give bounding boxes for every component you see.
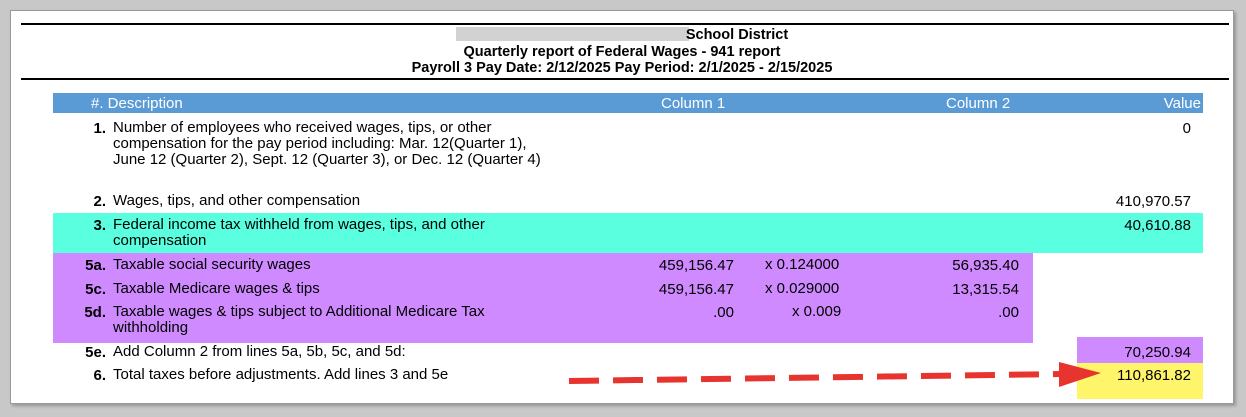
row5a-col2: 56,935.40 — [952, 257, 1019, 274]
row5e-number: 5e. — [85, 344, 106, 361]
row5a-rate: x 0.124000 — [765, 256, 840, 273]
row3-description: Federal income tax withheld from wages, tips, and other compensation — [113, 216, 485, 249]
col2-header: Column 2 — [946, 95, 1011, 112]
value-header: Value — [1163, 95, 1201, 112]
row5d-col1: .00 — [713, 304, 734, 321]
row2-number: 2. — [93, 193, 106, 210]
row3-value: 40,610.88 — [1124, 217, 1191, 234]
row5e-value: 70,250.94 — [1124, 344, 1191, 361]
row5a-col1: 459,156.47 — [658, 257, 734, 274]
red-dashed-arrow-icon — [11, 11, 1233, 403]
report-title: Quarterly report of Federal Wages - 941 report — [463, 44, 781, 60]
row5d-col2: .00 — [998, 304, 1019, 321]
row1-value: 0 — [1182, 120, 1191, 137]
row2-value: 410,970.57 — [1115, 193, 1191, 210]
row6-description: Total taxes before adjustments. Add lines 3 and 5e — [113, 366, 449, 383]
row5a-description: Taxable social security wages — [113, 256, 311, 273]
row2-description: Wages, tips, and other compensation — [113, 192, 361, 209]
row3-number: 3. — [93, 217, 106, 234]
row5c-number: 5c. — [85, 281, 106, 298]
report-period: Payroll 3 Pay Date: 2/12/2025 Pay Period: 2/1/2025 - 2/15/2025 — [411, 60, 833, 76]
row5c-col1: 459,156.47 — [658, 281, 734, 298]
row5d-description: Taxable wages & tips subject to Additional Medicare Tax withholding — [113, 303, 485, 336]
row6-number: 6. — [93, 367, 106, 384]
row1-number: 1. — [93, 120, 106, 137]
col-desc-header: #. Description — [91, 95, 183, 112]
row5c-rate: x 0.029000 — [765, 280, 840, 297]
row5d-number: 5d. — [84, 304, 106, 321]
row5e-description: Add Column 2 from lines 5a, 5b, 5c, and 5d: — [113, 343, 406, 360]
row1-description: Number of employees who received wages, tips, or other compensation for the pay period including: Mar. 12(Quarter 1), June 12 (Quarter 2), Sept. 12 (Quarter 3), or Dec. 12 (Quarter 4) — [113, 119, 541, 168]
row6-value: 110,861.82 — [1117, 367, 1191, 384]
report-page — [10, 10, 1234, 404]
col1-header: Column 1 — [661, 95, 726, 112]
row5c-col2: 13,315.54 — [952, 281, 1019, 298]
row5d-rate: x 0.009 — [792, 303, 842, 320]
row5a-number: 5a. — [85, 257, 106, 274]
district-name: School District — [685, 27, 789, 43]
row5c-description: Taxable Medicare wages & tips — [113, 280, 320, 297]
